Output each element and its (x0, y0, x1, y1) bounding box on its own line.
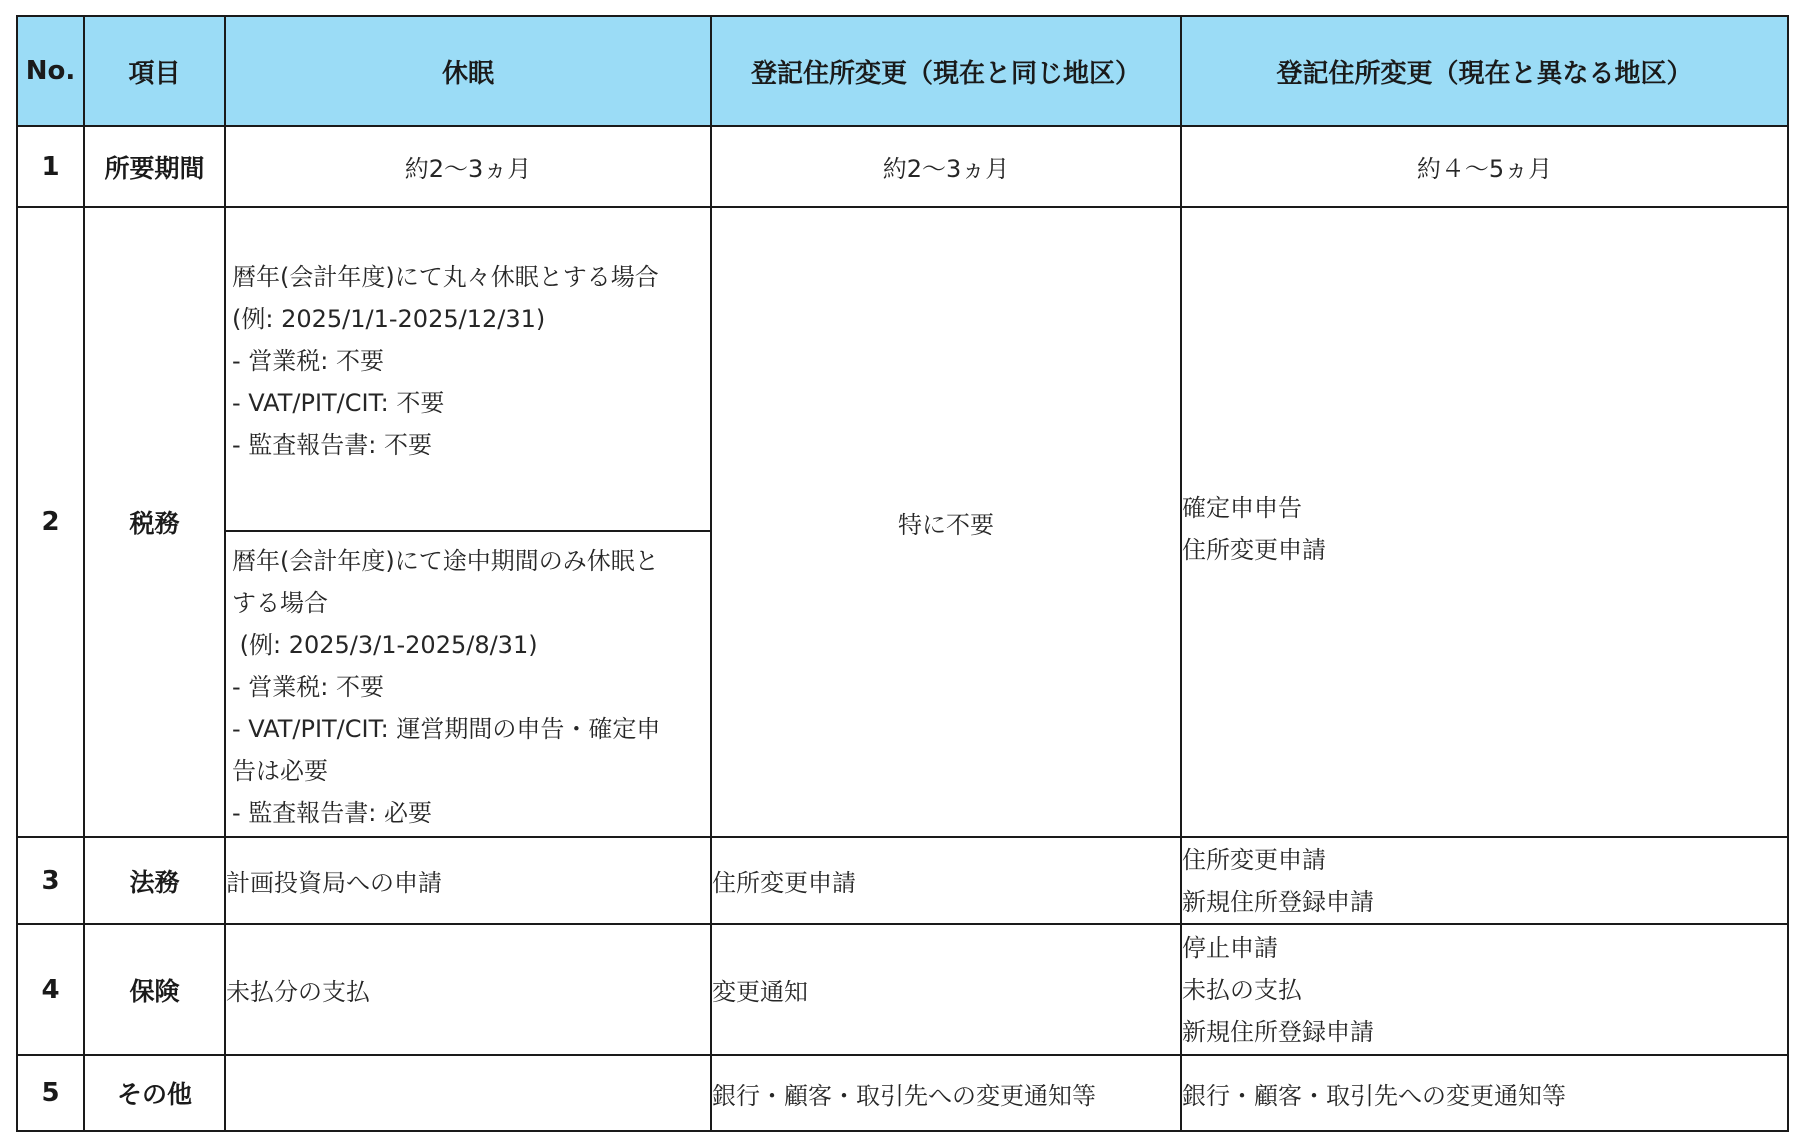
table-row (17, 126, 1788, 207)
row-item: 所要期間 (84, 126, 225, 207)
row-no: 3 (17, 837, 84, 924)
text-line: - 営業税: 不要 (232, 673, 385, 701)
cell-same-district: 約2～3ヵ月 (711, 126, 1181, 207)
text-line: 暦年(会計年度)にて途中期間のみ休眠と (232, 547, 659, 575)
row-item: 法務 (84, 837, 225, 924)
row-item: 税務 (84, 207, 225, 837)
cell-dormant (225, 207, 711, 837)
row-no: 1 (17, 126, 84, 207)
text-line: (例: 2025/1/1-2025/12/31) (232, 305, 546, 333)
cell-dormant (225, 1055, 711, 1131)
dormant-partial-period-block (226, 532, 710, 834)
text-line: - 監査報告書: 不要 (232, 431, 433, 459)
header-row (17, 16, 1788, 126)
comparison-table (16, 15, 1789, 1132)
cell-dormant: 約2～3ヵ月 (225, 126, 711, 207)
dormant-full-year-block (226, 208, 710, 532)
cell-same-district: 特に不要 (711, 207, 1181, 837)
cell-same-district: 住所変更申請 (711, 837, 1181, 924)
header-same-district: 登記住所変更（現在と同じ地区） (711, 16, 1181, 126)
cell-dormant: 未払分の支払 (225, 924, 711, 1055)
text-line: 暦年(会計年度)にて丸々休眠とする場合 (232, 263, 659, 291)
text-line: 住所変更申請 (1182, 845, 1326, 874)
cell-dormant: 計画投資局への申請 (225, 837, 711, 924)
row-item: その他 (84, 1055, 225, 1131)
row-item: 保険 (84, 924, 225, 1055)
header-diff-district: 登記住所変更（現在と異なる地区） (1181, 16, 1788, 126)
cell-diff-district: 約４～5ヵ月 (1181, 126, 1788, 207)
cell-diff-district (1181, 207, 1788, 837)
row-no: 5 (17, 1055, 84, 1131)
cell-same-district: 銀行・顧客・取引先への変更通知等 (711, 1055, 1181, 1131)
row-no: 4 (17, 924, 84, 1055)
table-row (17, 1055, 1788, 1131)
header-dormant: 休眠 (225, 16, 711, 126)
text-line: - VAT/PIT/CIT: 不要 (232, 389, 445, 417)
cell-diff-district: 銀行・顧客・取引先への変更通知等 (1181, 1055, 1788, 1131)
row-no: 2 (17, 207, 84, 837)
text-line: 住所変更申請 (1182, 536, 1326, 564)
text-line: 新規住所登録申請 (1182, 1017, 1374, 1046)
cell-same-district: 変更通知 (711, 924, 1181, 1055)
header-item: 項目 (84, 16, 225, 126)
text-line: (例: 2025/3/1-2025/8/31) (232, 631, 538, 659)
text-line: 未払の支払 (1182, 975, 1302, 1004)
table-row (17, 207, 1788, 837)
text-line: - VAT/PIT/CIT: 運営期間の申告・確定申 (232, 715, 661, 743)
text-line: - 監査報告書: 必要 (232, 799, 433, 827)
table-row (17, 924, 1788, 1055)
table-row (17, 837, 1788, 924)
text-line: する場合 (232, 589, 328, 617)
cell-diff-district (1181, 924, 1788, 1055)
text-line: 新規住所登録申請 (1182, 887, 1374, 916)
text-line: 確定申申告 (1182, 494, 1302, 522)
text-line: 停止申請 (1182, 933, 1278, 962)
header-no: No. (17, 16, 84, 126)
cell-diff-district (1181, 837, 1788, 924)
text-line: - 営業税: 不要 (232, 347, 385, 375)
text-line: 告は必要 (232, 757, 328, 785)
